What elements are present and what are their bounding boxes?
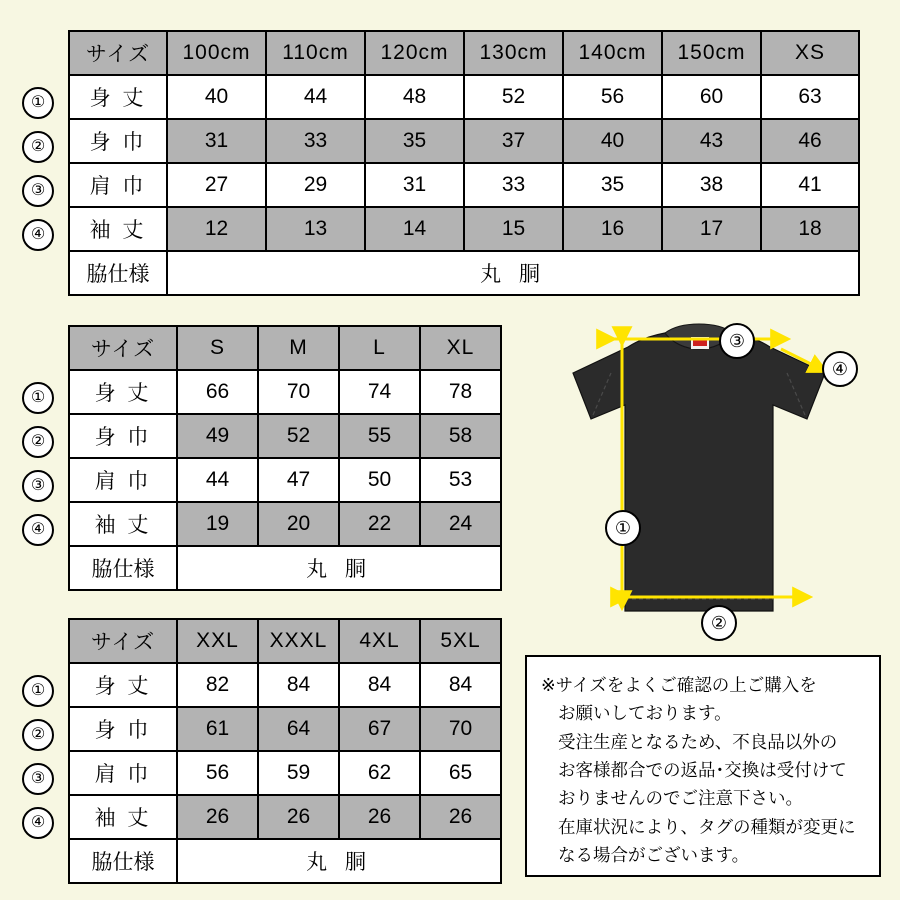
footer-label: 脇仕様 xyxy=(69,839,177,883)
cell: 40 xyxy=(563,119,662,163)
cell: 20 xyxy=(258,502,339,546)
table-footer-row xyxy=(69,839,501,883)
cell: 12 xyxy=(167,207,266,251)
row-label-sleeve-length: 袖 丈 xyxy=(69,795,177,839)
row-label-sleeve-length: 袖 丈 xyxy=(69,207,167,251)
cell: 58 xyxy=(420,414,501,458)
cell: 48 xyxy=(365,75,464,119)
header-cell-xxxl: XXXL xyxy=(258,619,339,663)
header-cell-xl: XL xyxy=(420,326,501,370)
header-cell-s: S xyxy=(177,326,258,370)
adult-size-table xyxy=(68,325,502,591)
cell: 66 xyxy=(177,370,258,414)
row-marker-4: ④ xyxy=(22,219,54,251)
notice-line-1: ※サイズをよくご確認の上ご購入を xyxy=(541,675,817,695)
cell: 26 xyxy=(177,795,258,839)
cell: 35 xyxy=(563,163,662,207)
row-marker-3: ③ xyxy=(22,470,54,502)
notice-line-4: お客様都合での返品･交換は受付けて xyxy=(558,760,847,781)
cell: 26 xyxy=(339,795,420,839)
table-row xyxy=(69,663,501,707)
notice-line-2: お願いしております。 xyxy=(558,703,732,724)
cell: 74 xyxy=(339,370,420,414)
cell: 14 xyxy=(365,207,464,251)
cell: 41 xyxy=(761,163,859,207)
cell: 13 xyxy=(266,207,365,251)
cell: 84 xyxy=(258,663,339,707)
cell: 67 xyxy=(339,707,420,751)
cell: 35 xyxy=(365,119,464,163)
cell: 64 xyxy=(258,707,339,751)
cell: 50 xyxy=(339,458,420,502)
footer-label: 脇仕様 xyxy=(69,546,177,590)
cell: 82 xyxy=(177,663,258,707)
purchase-notice-box xyxy=(525,655,881,877)
row-marker-2: ② xyxy=(22,131,54,163)
cell: 44 xyxy=(266,75,365,119)
header-cell-size: サイズ xyxy=(69,31,167,75)
row-label-body-length: 身 丈 xyxy=(69,663,177,707)
table-row xyxy=(69,370,501,414)
table-header-row xyxy=(69,326,501,370)
adult-row-markers xyxy=(0,325,60,591)
cell: 31 xyxy=(167,119,266,163)
cell: 63 xyxy=(761,75,859,119)
table-row xyxy=(69,207,859,251)
cell: 38 xyxy=(662,163,761,207)
header-cell-120cm: 120cm xyxy=(365,31,464,75)
header-cell-xxl: XXL xyxy=(177,619,258,663)
row-label-body-width: 身 巾 xyxy=(69,414,177,458)
row-marker-4: ④ xyxy=(22,514,54,546)
diagram-marker-shoulder-width: ③ xyxy=(719,323,755,359)
cell: 31 xyxy=(365,163,464,207)
header-cell-size: サイズ xyxy=(69,619,177,663)
row-label-body-length: 身 丈 xyxy=(69,75,167,119)
tshirt-measurement-diagram xyxy=(525,315,895,655)
notice-line-5: おりませんのでご注意下さい。 xyxy=(558,788,803,809)
row-marker-1: ① xyxy=(22,675,54,707)
row-marker-1: ① xyxy=(22,382,54,414)
notice-line-3: 受注生産となるため、不良品以外の xyxy=(558,731,838,752)
table-footer-row xyxy=(69,251,859,295)
cell: 56 xyxy=(563,75,662,119)
big-size-table xyxy=(68,618,502,884)
cell: 33 xyxy=(464,163,563,207)
cell: 47 xyxy=(258,458,339,502)
cell: 78 xyxy=(420,370,501,414)
cell: 15 xyxy=(464,207,563,251)
row-marker-2: ② xyxy=(22,426,54,458)
header-cell-5xl: 5XL xyxy=(420,619,501,663)
table-row xyxy=(69,119,859,163)
table-row xyxy=(69,751,501,795)
cell: 52 xyxy=(258,414,339,458)
cell: 24 xyxy=(420,502,501,546)
row-marker-4: ④ xyxy=(22,807,54,839)
cell: 70 xyxy=(258,370,339,414)
cell: 84 xyxy=(420,663,501,707)
cell: 56 xyxy=(177,751,258,795)
cell: 40 xyxy=(167,75,266,119)
cell: 60 xyxy=(662,75,761,119)
cell: 16 xyxy=(563,207,662,251)
kids-size-table xyxy=(68,30,860,296)
cell: 19 xyxy=(177,502,258,546)
cell: 70 xyxy=(420,707,501,751)
notice-line-7: なる場合がございます。 xyxy=(558,845,750,866)
cell: 27 xyxy=(167,163,266,207)
row-label-sleeve-length: 袖 丈 xyxy=(69,502,177,546)
cell: 49 xyxy=(177,414,258,458)
row-marker-2: ② xyxy=(22,719,54,751)
row-marker-1: ① xyxy=(22,87,54,119)
brand-tag-mark xyxy=(693,340,707,346)
cell: 33 xyxy=(266,119,365,163)
header-cell-xs: XS xyxy=(761,31,859,75)
kids-row-markers xyxy=(0,30,60,296)
cell: 44 xyxy=(177,458,258,502)
table-row xyxy=(69,163,859,207)
row-label-shoulder-width: 肩 巾 xyxy=(69,163,167,207)
footer-value: 丸 胴 xyxy=(177,546,501,590)
cell: 22 xyxy=(339,502,420,546)
cell: 52 xyxy=(464,75,563,119)
row-marker-3: ③ xyxy=(22,175,54,207)
footer-value: 丸 胴 xyxy=(167,251,859,295)
cell: 59 xyxy=(258,751,339,795)
header-cell-130cm: 130cm xyxy=(464,31,563,75)
row-label-body-width: 身 巾 xyxy=(69,119,167,163)
cell: 17 xyxy=(662,207,761,251)
table-row xyxy=(69,75,859,119)
table-row xyxy=(69,795,501,839)
cell: 53 xyxy=(420,458,501,502)
diagram-marker-sleeve-length: ④ xyxy=(822,351,858,387)
table-row xyxy=(69,707,501,751)
cell: 61 xyxy=(177,707,258,751)
cell: 62 xyxy=(339,751,420,795)
header-cell-4xl: 4XL xyxy=(339,619,420,663)
adult-size-table-wrapper xyxy=(30,325,502,591)
cell: 43 xyxy=(662,119,761,163)
table-row xyxy=(69,458,501,502)
cell: 26 xyxy=(258,795,339,839)
cell: 26 xyxy=(420,795,501,839)
header-cell-100cm: 100cm xyxy=(167,31,266,75)
cell: 29 xyxy=(266,163,365,207)
kids-size-table-wrapper xyxy=(30,30,860,296)
header-cell-l: L xyxy=(339,326,420,370)
cell: 37 xyxy=(464,119,563,163)
row-label-shoulder-width: 肩 巾 xyxy=(69,458,177,502)
table-footer-row xyxy=(69,546,501,590)
row-label-shoulder-width: 肩 巾 xyxy=(69,751,177,795)
cell: 55 xyxy=(339,414,420,458)
table-header-row xyxy=(69,619,501,663)
row-label-body-width: 身 巾 xyxy=(69,707,177,751)
header-cell-110cm: 110cm xyxy=(266,31,365,75)
footer-label: 脇仕様 xyxy=(69,251,167,295)
cell: 46 xyxy=(761,119,859,163)
notice-line-6: 在庫状況により、タグの種類が変更に xyxy=(558,816,856,837)
row-label-body-length: 身 丈 xyxy=(69,370,177,414)
row-marker-3: ③ xyxy=(22,763,54,795)
cell: 84 xyxy=(339,663,420,707)
table-header-row xyxy=(69,31,859,75)
table-row xyxy=(69,414,501,458)
header-cell-size: サイズ xyxy=(69,326,177,370)
diagram-marker-body-length: ① xyxy=(605,510,641,546)
header-cell-150cm: 150cm xyxy=(662,31,761,75)
header-cell-140cm: 140cm xyxy=(563,31,662,75)
big-row-markers xyxy=(0,618,60,884)
big-size-table-wrapper xyxy=(30,618,502,884)
cell: 18 xyxy=(761,207,859,251)
diagram-marker-body-width: ② xyxy=(701,605,737,641)
table-row xyxy=(69,502,501,546)
header-cell-m: M xyxy=(258,326,339,370)
cell: 65 xyxy=(420,751,501,795)
footer-value: 丸 胴 xyxy=(177,839,501,883)
